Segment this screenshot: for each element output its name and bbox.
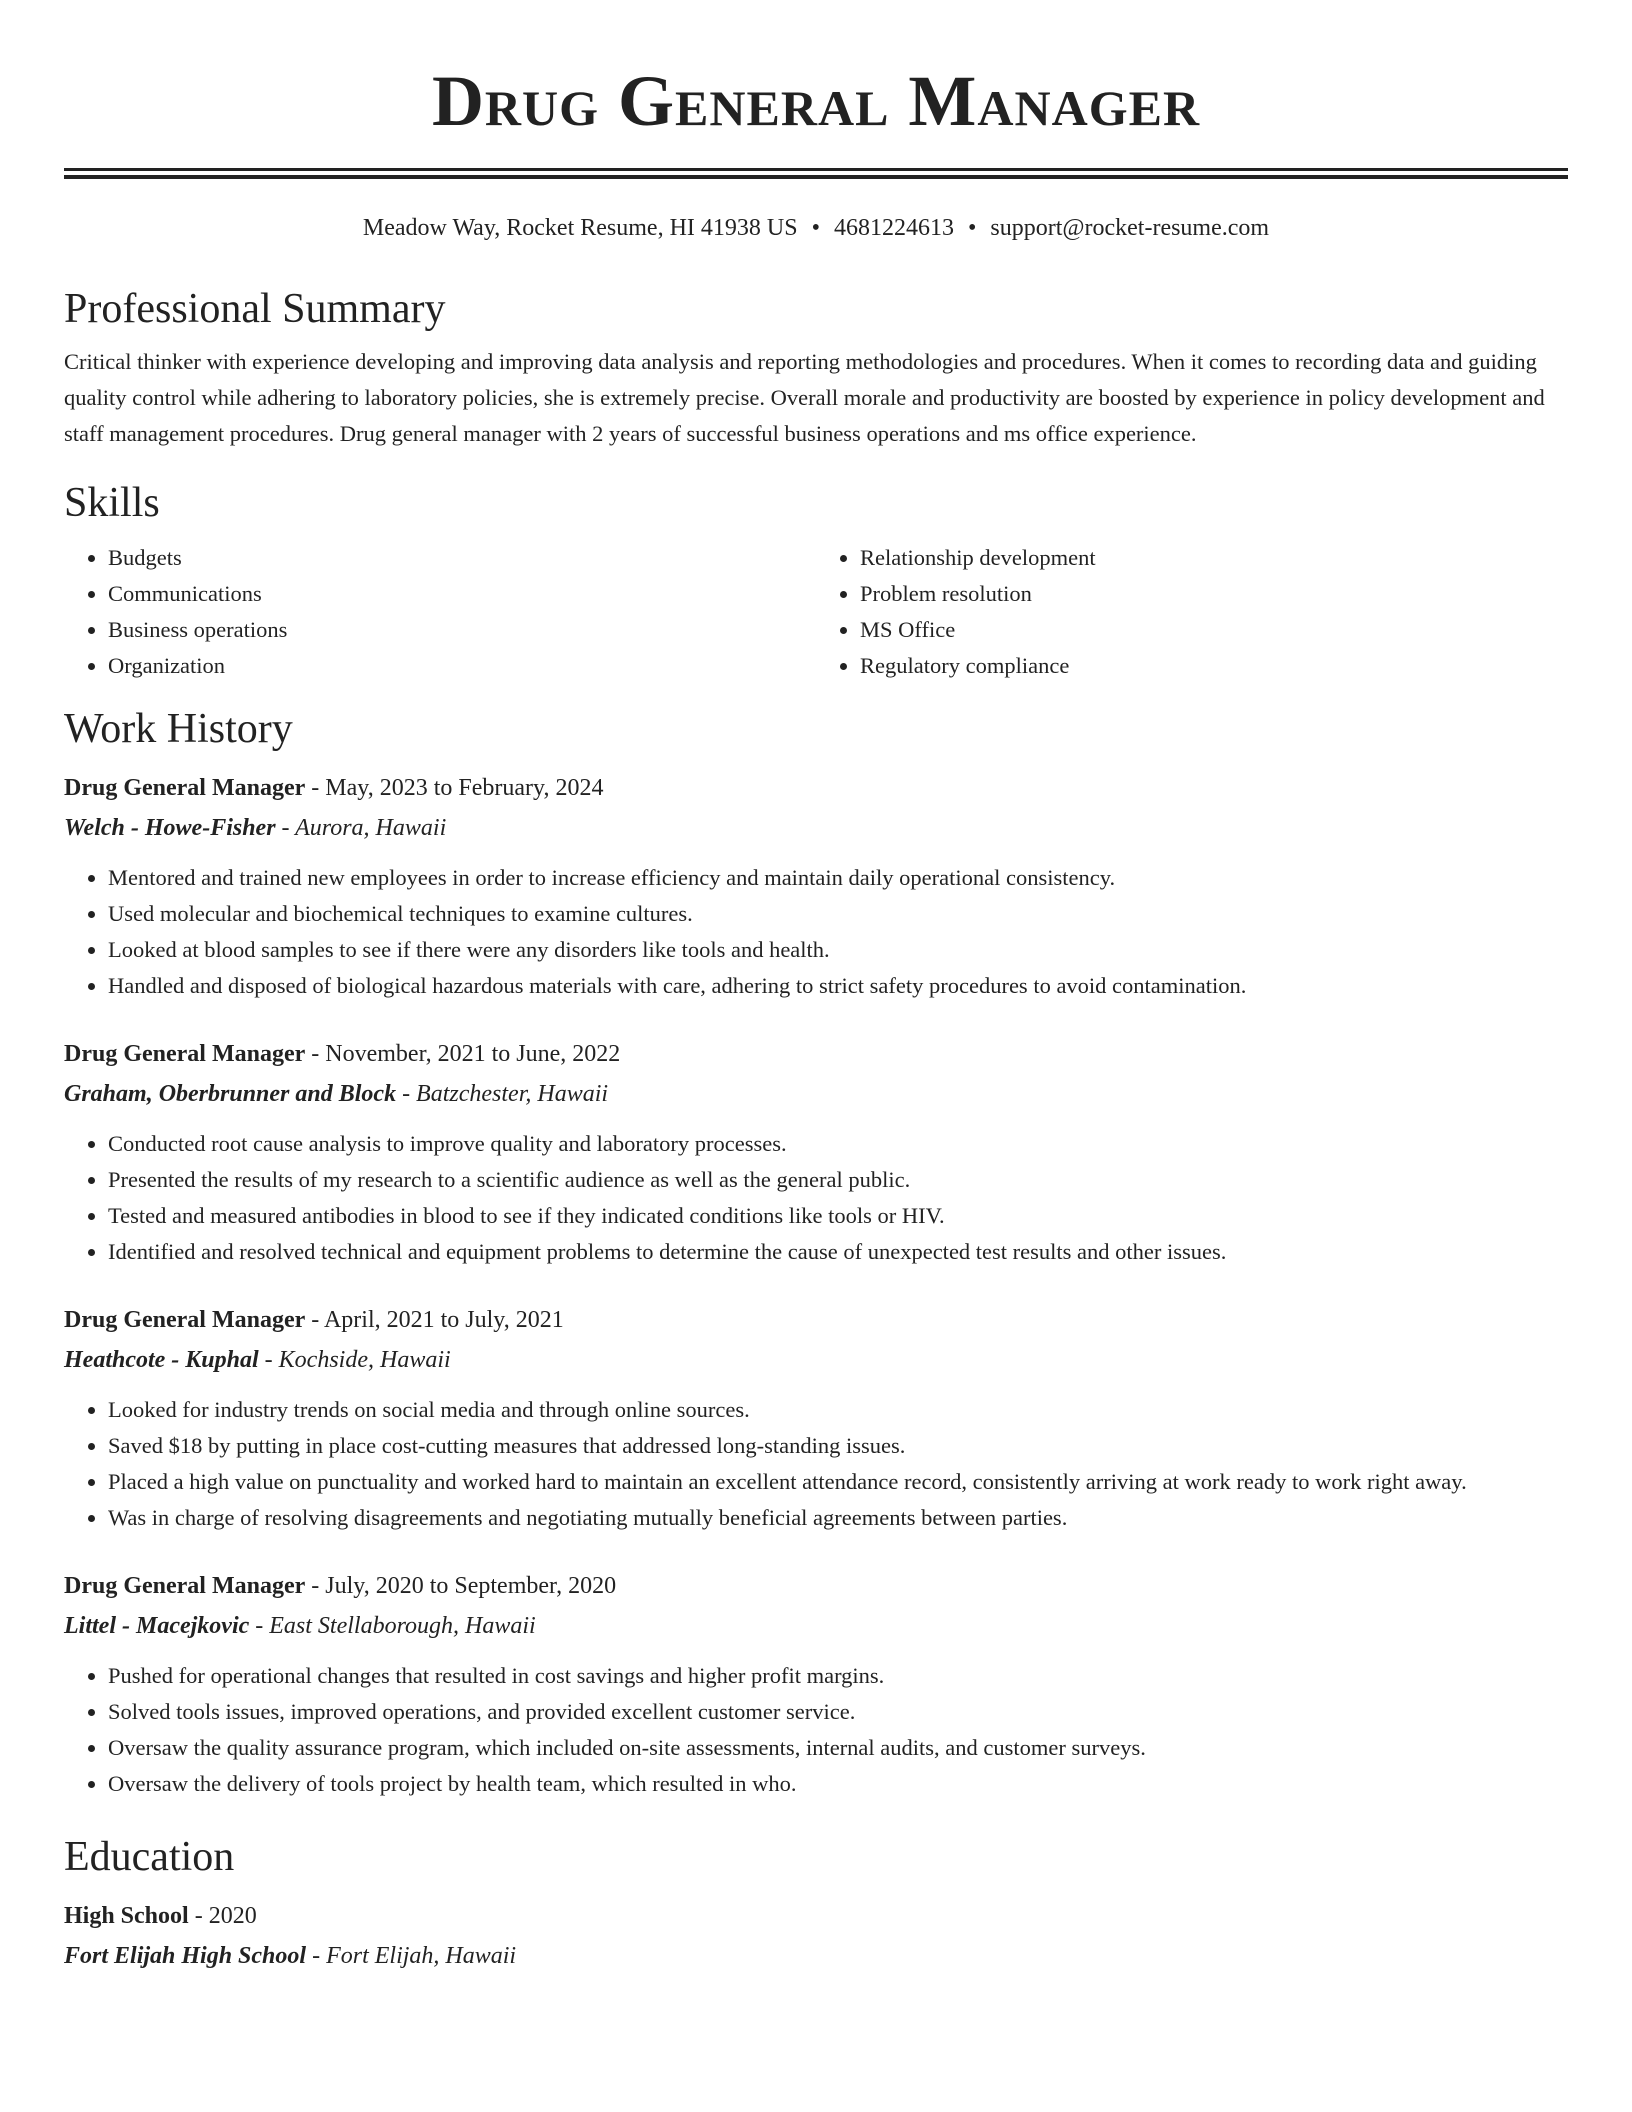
contact-email: support@rocket-resume.com [990, 215, 1270, 241]
education-year: - 2020 [188, 1903, 257, 1929]
education-school-line [64, 1936, 1568, 1976]
education-entry [64, 1896, 1568, 1976]
job-entry [64, 768, 1568, 1004]
skill-item: • Regulatory compliance [860, 648, 1568, 684]
skills-columns [64, 540, 1568, 684]
work-history-heading: Work History [64, 706, 293, 752]
job-bullet: • Saved $18 by putting in place cost-cutting measures that addressed long-standing issues. [108, 1428, 1568, 1464]
job-bullets [64, 1126, 1568, 1270]
job-company: Graham, Oberbrunner and Block [64, 1081, 397, 1107]
job-bullet: • Placed a high value on punctuality and worked hard to maintain an excellent attendance record, consistently arriving at work ready to work right away. [108, 1464, 1568, 1500]
skills-list-right [816, 540, 1568, 684]
education-heading: Education [64, 1834, 235, 1880]
job-company: Littel - Macejkovic [64, 1613, 250, 1639]
skill-item: • Business operations [108, 612, 816, 648]
job-bullet: • Pushed for operational changes that resulted in cost savings and higher profit margins. [108, 1658, 1568, 1694]
job-title-line [64, 1300, 1568, 1340]
education-degree: High School [64, 1903, 189, 1929]
job-bullet: • Tested and measured antibodies in blood to see if they indicated conditions like tools or HIV. [108, 1198, 1568, 1234]
skill-item: • Budgets [108, 540, 816, 576]
education-school: Fort Elijah High School [64, 1943, 307, 1969]
contact-separator: • [811, 215, 820, 241]
job-company-line [64, 1606, 1568, 1646]
job-location: - Kochside, Hawaii [258, 1347, 451, 1373]
job-bullet: • Used molecular and biochemical techniques to examine cultures. [108, 896, 1568, 932]
job-bullet: • Oversaw the quality assurance program, which included on-site assessments, internal audits, and customer surveys. [108, 1730, 1568, 1766]
job-dates: - May, 2023 to February, 2024 [305, 775, 604, 801]
skill-item: • Organization [108, 648, 816, 684]
job-bullets [64, 1658, 1568, 1802]
skill-item: • Communications [108, 576, 816, 612]
contact-phone: 4681224613 [833, 215, 954, 241]
job-company: Heathcote - Kuphal [64, 1347, 259, 1373]
skills-list-left [64, 540, 816, 684]
job-title-line [64, 768, 1568, 808]
job-entry [64, 1300, 1568, 1536]
job-title-line [64, 1566, 1568, 1606]
job-bullet: • Conducted root cause analysis to improve quality and laboratory processes. [108, 1126, 1568, 1162]
skill-item: • Relationship development [860, 540, 1568, 576]
job-bullet: • Oversaw the delivery of tools project by health team, which resulted in who. [108, 1766, 1568, 1802]
job-bullet: • Presented the results of my research to a scientific audience as well as the general public. [108, 1162, 1568, 1198]
job-location: - Batzchester, Hawaii [396, 1081, 609, 1107]
job-location: - East Stellaborough, Hawaii [249, 1613, 536, 1639]
job-dates: - November, 2021 to June, 2022 [305, 1041, 621, 1067]
header-double-rule [64, 168, 1568, 179]
job-entry [64, 1566, 1568, 1802]
contact-address: Meadow Way, Rocket Resume, HI 41938 US [362, 215, 798, 241]
job-bullets [64, 860, 1568, 1004]
education-degree-line [64, 1896, 1568, 1936]
job-bullet: • Was in charge of resolving disagreements and negotiating mutually beneficial agreements between parties. [108, 1500, 1568, 1536]
skills-heading: Skills [64, 480, 160, 526]
job-company-line [64, 1074, 1568, 1114]
resume-name: Drug General Manager [431, 61, 1201, 141]
contact-line [64, 213, 1568, 243]
job-company: Welch - Howe-Fisher [64, 815, 276, 841]
skill-item: • Problem resolution [860, 576, 1568, 612]
job-role: Drug General Manager [64, 1307, 306, 1333]
job-bullet: • Solved tools issues, improved operations, and provided excellent customer service. [108, 1694, 1568, 1730]
job-company-line [64, 1340, 1568, 1380]
job-title-line [64, 1034, 1568, 1074]
job-bullet: • Mentored and trained new employees in order to increase efficiency and maintain daily operational consistency. [108, 860, 1568, 896]
summary-heading: Professional Summary [64, 286, 446, 332]
skill-item: • MS Office [860, 612, 1568, 648]
summary-text: Critical thinker with experience developing and improving data analysis and reporting methodologies and procedures. When it comes to recording data and guiding quality control while adhering to laboratory policies, she is extremely precise. Overall morale and productivity are boosted by experience in policy development and staff management procedures. Drug general manager with 2 years of successful business operations and ms office experience. [64, 349, 1545, 446]
job-dates: - July, 2020 to September, 2020 [305, 1573, 617, 1599]
job-bullet: • Looked at blood samples to see if there were any disorders like tools and health. [108, 932, 1568, 968]
job-company-line [64, 808, 1568, 848]
education-location: - Fort Elijah, Hawaii [306, 1943, 517, 1969]
job-bullet: • Looked for industry trends on social media and through online sources. [108, 1392, 1568, 1428]
job-location: - Aurora, Hawaii [275, 815, 447, 841]
job-role: Drug General Manager [64, 1041, 306, 1067]
job-entry [64, 1034, 1568, 1270]
job-bullet: • Identified and resolved technical and equipment problems to determine the cause of unexpected test results and other issues. [108, 1234, 1568, 1270]
job-dates: - April, 2021 to July, 2021 [305, 1307, 564, 1333]
job-bullets [64, 1392, 1568, 1536]
job-bullet: • Handled and disposed of biological hazardous materials with care, adhering to strict safety procedures to avoid contamination. [108, 968, 1568, 1004]
contact-separator: • [967, 215, 977, 241]
job-role: Drug General Manager [64, 775, 306, 801]
job-role: Drug General Manager [64, 1573, 306, 1599]
